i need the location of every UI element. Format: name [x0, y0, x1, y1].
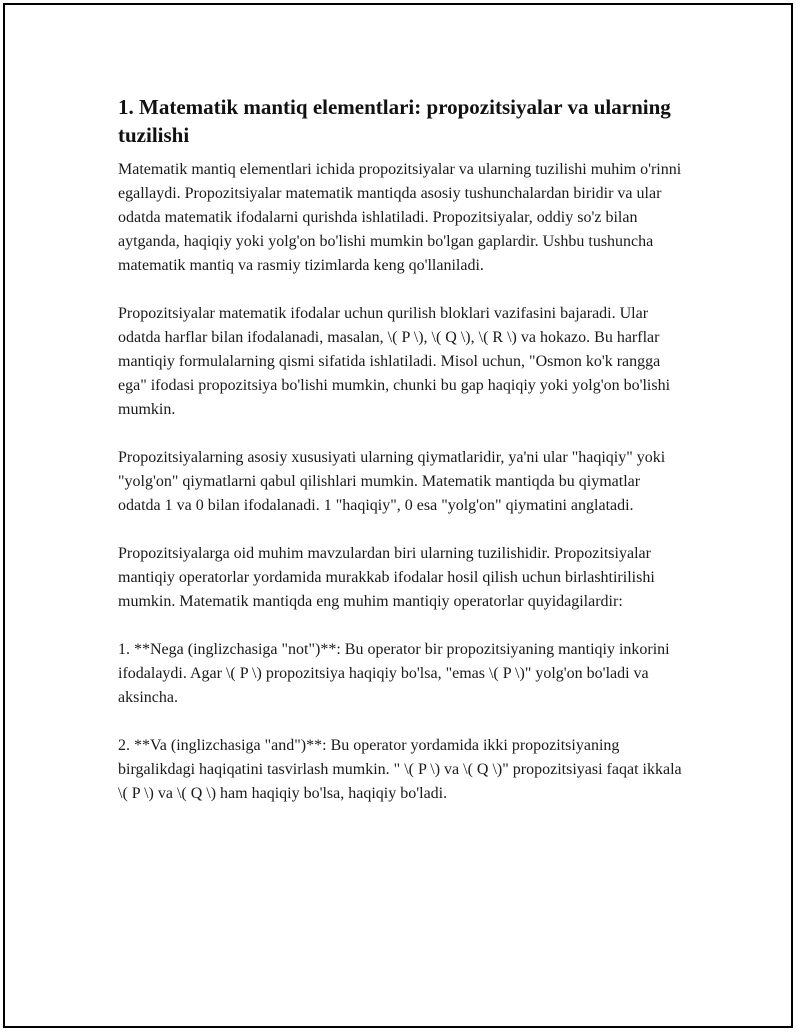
paragraph-structure: Propozitsiyalarga oid muhim mavzulardan biri ularning tuzilishidir. Propozitsiyalar mantiqiy operatorlar yordamida murakkab ifodalar hosil qilish uchun birlashtirilishi mumkin. Matematik mantiqda eng muhim mantiqiy operatorlar quyidagilardir:	[118, 545, 655, 610]
document-body	[118, 93, 683, 830]
section-heading: 1. Matematik mantiq elementlari: propozitsiyalar va ularning tuzilishi	[118, 95, 671, 147]
paragraph-building-blocks: Propozitsiyalar matematik ifodalar uchun qurilish bloklari vazifasini bajaradi. Ular odatda harflar bilan ifodalanadi, masalan, \( P \), \( Q \), \( R \) va hokazo. Bu harflar mantiqiy formulalarning qismi sifatida ishlatiladi. Misol uchun, "Osmon ko'k rangga ega" ifodasi propozitsiya bo'lishi mumkin, chunki bu gap haqiqiy yoki yolg'on bo'lishi mumkin.	[118, 305, 671, 418]
list-item-conjunction: 2. **Va (inglizchasiga "and")**: Bu operator yordamida ikki propozitsiyaning birgalikdagi haqiqatini tasvirlash mumkin. " \( P \) va \( Q \)" propozitsiyasi faqat ikkala \( P \) va \( Q \) ham haqiqiy bo'lsa, haqiqiy bo'ladi.	[118, 737, 682, 802]
paragraph-intro: Matematik mantiq elementlari ichida propozitsiyalar va ularning tuzilishi muhim o'rinni egallaydi. Propozitsiyalar matematik mantiqda asosiy tushunchalardan biridir va ular odatda matematik ifodalarni qurishda ishlatiladi. Propozitsiyalar, oddiy so'z bilan aytganda, haqiqiy yoki yolg'on bo'lishi mumkin bo'lgan gaplardir. Ushbu tushuncha matematik mantiq va rasmiy tizimlarda keng qo'llaniladi.	[118, 161, 682, 274]
list-item-negation: 1. **Nega (inglizchasiga "not")**: Bu operator bir propozitsiyaning mantiqiy inkorini ifodalaydi. Agar \( P \) propozitsiya haqiqiy bo'lsa, "emas \( P \)" yolg'on bo'ladi va aksincha.	[118, 641, 670, 706]
paragraph-truth-values: Propozitsiyalarning asosiy xususiyati ularning qiymatlaridir, ya'ni ular "haqiqiy" yoki "yolg'on" qiymatlarni qabul qilishlari mumkin. Matematik mantiqda bu qiymatlar odatda 1 va 0 bilan ifodalanadi. 1 "haqiqiy", 0 esa "yolg'on" qiymatini anglatadi.	[118, 449, 666, 514]
